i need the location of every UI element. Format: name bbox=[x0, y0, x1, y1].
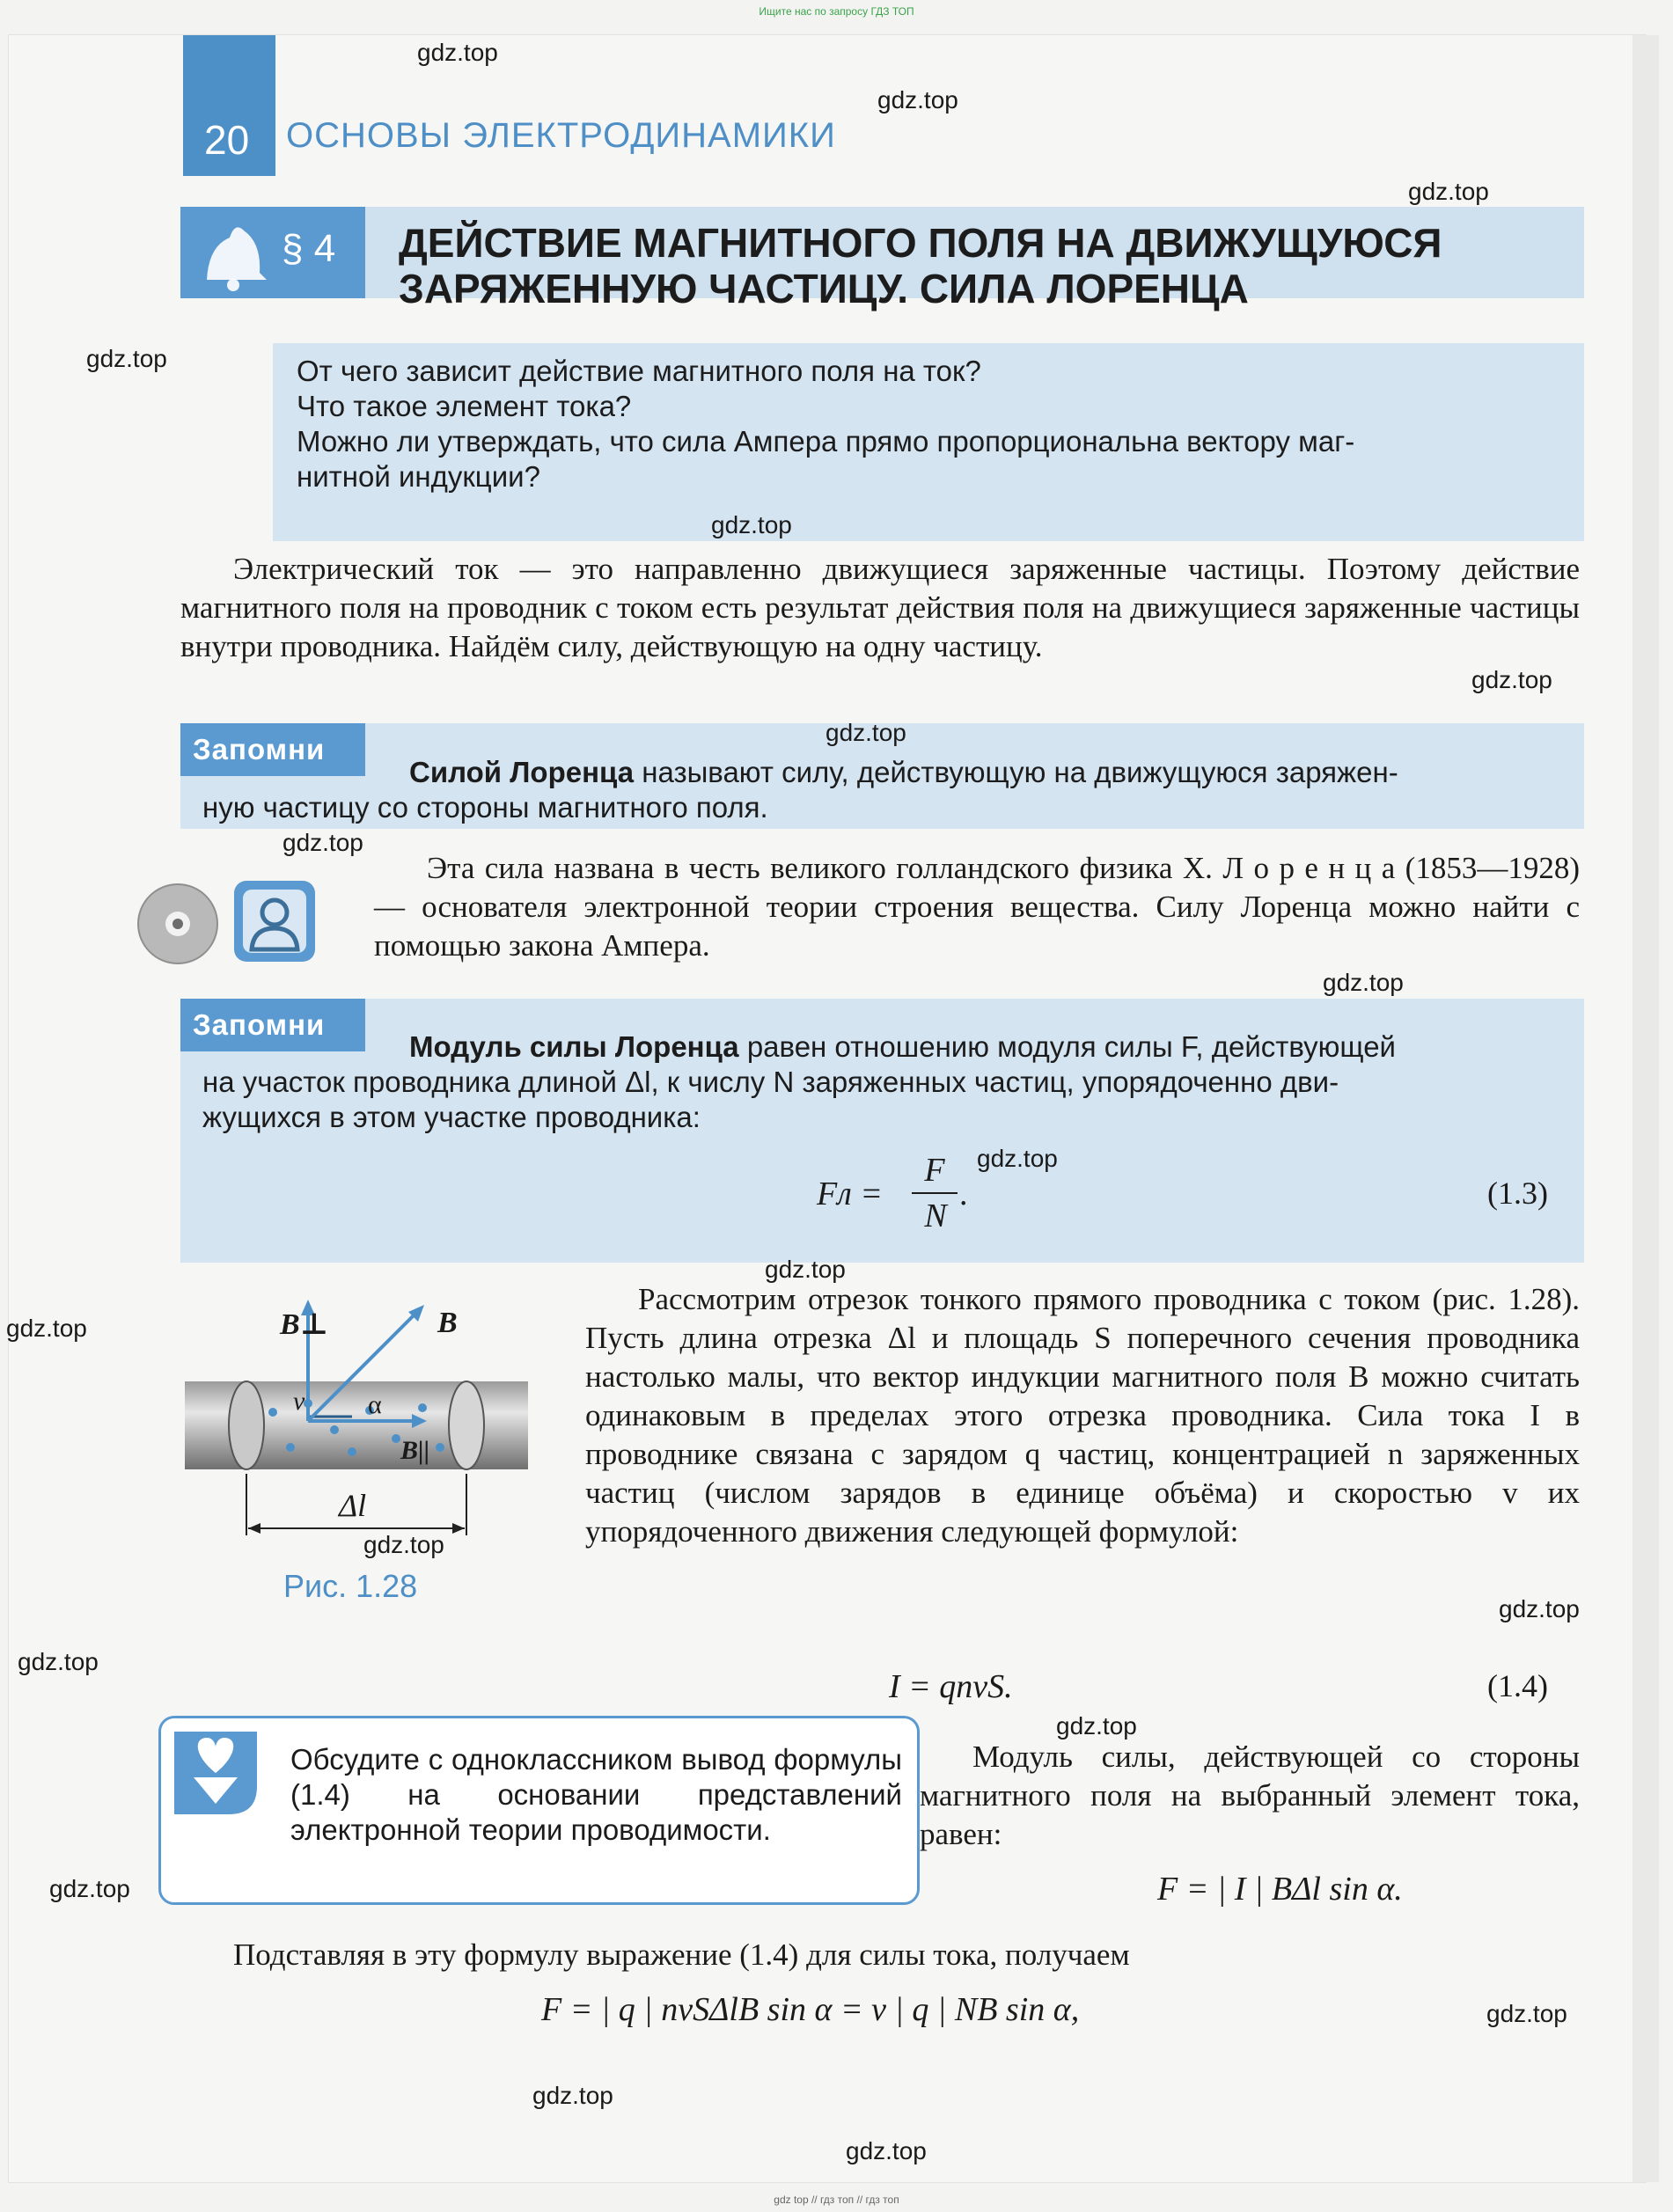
formula-lorentz-denominator: N bbox=[924, 1198, 947, 1234]
formula-lorentz-dot: . bbox=[959, 1176, 968, 1212]
watermark: gdz.top bbox=[49, 1875, 130, 1902]
paragraph-conductor: Рассмотрим отрезок тонкого прямого проводника с током (рис. 1.28). Пусть длина отрезка Δl и площадь S поперечного сечения проводника настолько малы, что вектор индукции магнитного поля B можно считать одинаковым в пределах этого отрезка проводника. Сила тока I в проводнике связана с зарядом q частиц, концентрацией n заряженных частиц (числом зарядов в единице объёма) и скоростью v их упорядоченного движения следующей формулой: bbox=[585, 1282, 1580, 1549]
remember-2-term: Модуль силы Лоренца bbox=[409, 1030, 739, 1063]
watermark: gdz.top bbox=[1471, 666, 1552, 693]
watermark: gdz.top bbox=[1408, 178, 1489, 205]
section-title-line2: ЗАРЯЖЕННУЮ ЧАСТИЦУ. СИЛА ЛОРЕНЦА bbox=[399, 266, 1249, 311]
question-2: Что такое элемент тока? bbox=[297, 390, 632, 422]
formula-lorentz-numerator: F bbox=[924, 1152, 945, 1189]
watermark: gdz.top bbox=[1499, 1595, 1580, 1622]
remember-tab-1: Запомни bbox=[180, 723, 365, 776]
watermark: gdz.top bbox=[363, 1531, 444, 1558]
formula-lorentz-final: F = | q | nvSΔlB sin α = v | q | NB sin α, bbox=[541, 1991, 1080, 2028]
formula-current: I = qnvS. bbox=[889, 1668, 1013, 1705]
watermark: gdz.top bbox=[417, 39, 498, 66]
watermark: gdz.top bbox=[846, 2137, 927, 2164]
paragraph-force-element: Модуль силы, действующей со стороны магнитного поля на выбранный элемент тока, равен: bbox=[920, 1740, 1580, 1851]
label-b: B bbox=[437, 1307, 458, 1339]
question-1: От чего зависит действие магнитного поля на ток? bbox=[297, 355, 981, 387]
remember-1-text-a: называют силу, действующую на движущуюся заряжен- bbox=[634, 756, 1398, 788]
watermark: gdz.top bbox=[711, 511, 792, 538]
section-title bbox=[399, 220, 1578, 311]
section-number: § 4 bbox=[282, 227, 336, 270]
label-b-perp: B⊥ bbox=[280, 1308, 329, 1341]
question-3: Можно ли утверждать, что сила Ампера прямо пропорциональна вектору маг- bbox=[297, 425, 1355, 458]
paragraph-intro: Электрический ток — это направленно движущиеся заряженные частицы. Поэтому действие магнитного поля на проводник с током есть результат действия поля на движущиеся заряженные частицы внутри проводника. Найдём силу, действующую на одну частицу. bbox=[180, 552, 1580, 663]
remember-1-line1 bbox=[409, 755, 1571, 790]
equation-number-1-3: (1.3) bbox=[1487, 1176, 1548, 1211]
page-number: 20 bbox=[204, 117, 250, 163]
bottom-banner[interactable]: gdz top // гдз топ // гдз топ bbox=[774, 2194, 899, 2206]
remember-2-line3: жущихся в этом участке проводника: bbox=[202, 1101, 701, 1133]
paragraph-substitute: Подставляя в эту формулу выражение (1.4) для силы тока, получаем bbox=[233, 1937, 1130, 1972]
person-icon bbox=[231, 877, 319, 965]
equation-number-1-4: (1.4) bbox=[1487, 1668, 1548, 1703]
watermark: gdz.top bbox=[977, 1145, 1058, 1172]
watermark: gdz.top bbox=[6, 1315, 87, 1342]
watermark: gdz.top bbox=[532, 2082, 613, 2109]
remember-tab-2: Запомни bbox=[180, 999, 365, 1051]
watermark: gdz.top bbox=[825, 719, 906, 746]
watermark: gdz.top bbox=[1486, 2000, 1567, 2027]
chapter-title: ОСНОВЫ ЭЛЕКТРОДИНАМИКИ bbox=[286, 116, 836, 155]
formula-ampere-force: F = | I | BΔl sin α. bbox=[1157, 1871, 1403, 1908]
discussion-hearts-icon bbox=[167, 1725, 264, 1821]
watermark: gdz.top bbox=[18, 1648, 99, 1675]
watermark: gdz.top bbox=[765, 1256, 846, 1283]
figure-caption: Рис. 1.28 bbox=[283, 1568, 418, 1604]
question-4: нитной индукции? bbox=[297, 460, 540, 493]
formula-fraction-bar bbox=[912, 1192, 958, 1194]
watermark: gdz.top bbox=[877, 86, 958, 114]
top-banner[interactable]: Ищите нас по запросу ГДЗ ТОП bbox=[759, 5, 914, 18]
formula-lorentz-lhs: Fл = bbox=[817, 1176, 883, 1212]
label-delta-l: Δl bbox=[339, 1488, 367, 1523]
label-b-parallel: B|| bbox=[400, 1436, 430, 1465]
remember-2-text-a: равен отношению модуля силы F, действующей bbox=[738, 1030, 1396, 1063]
watermark: gdz.top bbox=[86, 345, 167, 372]
bell-icon bbox=[189, 211, 277, 294]
page-edge bbox=[1633, 35, 1659, 2182]
cd-icon bbox=[134, 880, 222, 968]
remember-2-line1 bbox=[409, 1029, 1580, 1065]
section-title-line1: ДЕЙСТВИЕ МАГНИТНОГО ПОЛЯ НА ДВИЖУЩУЮСЯ bbox=[399, 220, 1442, 266]
paragraph-lorentz-name: Эта сила названа в честь великого голландского физика Х. Л о р е н ц а (1853—1928) — основателя электронной теории строения вещества. Силу Лоренца можно найти с помощью закона Ампера. bbox=[374, 851, 1580, 963]
watermark: gdz.top bbox=[283, 829, 363, 856]
watermark: gdz.top bbox=[1056, 1712, 1137, 1740]
label-alpha: α bbox=[368, 1390, 382, 1419]
remember-1-term: Силой Лоренца bbox=[409, 756, 635, 788]
remember-2-line2: на участок проводника длиной Δl, к числу N заряженных частиц, упорядоченно дви- bbox=[202, 1066, 1339, 1098]
label-v: v bbox=[293, 1387, 305, 1416]
watermark: gdz.top bbox=[1323, 969, 1404, 996]
discuss-text: Обсудите с одноклассником вывод формулы (1.4) на основании представлений электронной теории проводимости. bbox=[290, 1743, 902, 1846]
remember-1-line2: ную частицу со стороны магнитного поля. bbox=[202, 791, 768, 824]
